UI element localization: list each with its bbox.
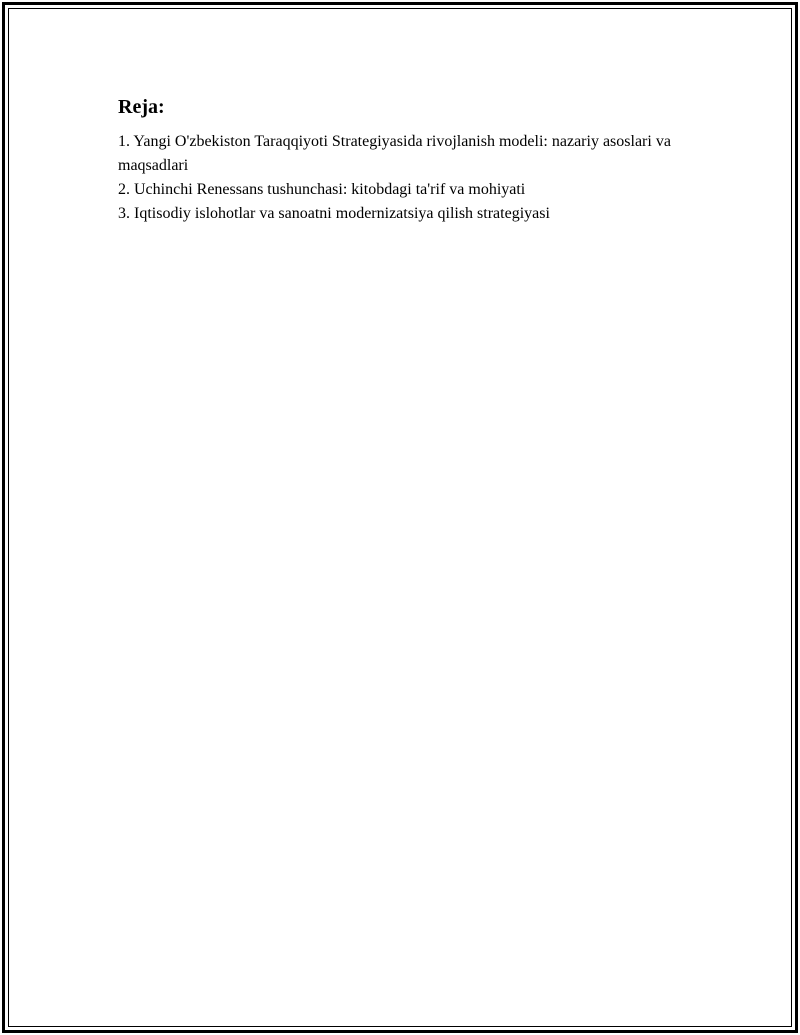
- plan-item-2: 2. Uchinchi Renessans tushunchasi: kitobdagi ta'rif va mohiyati: [118, 181, 526, 198]
- plan-item-3: 3. Iqtisodiy islohotlar va sanoatni modernizatsiya qilish strategiyasi: [118, 205, 550, 222]
- document-content: [118, 94, 688, 226]
- plan-item-1: 1. Yangi O'zbekiston Taraqqiyoti Strategiyasida rivojlanish modeli: nazariy asoslari va maqsadlari: [118, 133, 671, 174]
- plan-heading: Reja:: [118, 96, 165, 118]
- plan-list: [118, 130, 688, 226]
